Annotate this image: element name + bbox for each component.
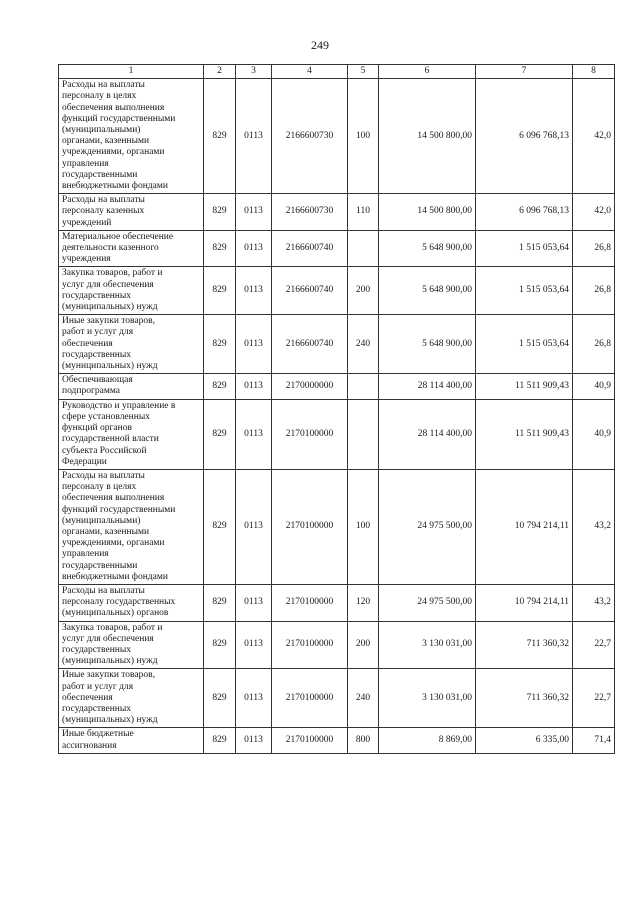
table-row bbox=[59, 669, 615, 728]
row-actual-amount: 11 511 909,43 bbox=[476, 374, 573, 399]
row-target-article: 2170000000 bbox=[272, 374, 348, 399]
col-header-4: 4 bbox=[272, 65, 348, 79]
table-row bbox=[59, 584, 615, 621]
row-name: Иные закупки товаров, работ и услуг для обеспечения государственных (муниципальных) нужд bbox=[59, 669, 204, 728]
row-execution-percent: 22,7 bbox=[573, 621, 615, 669]
row-name: Иные бюджетные ассигнования bbox=[59, 728, 204, 753]
row-execution-percent: 22,7 bbox=[573, 669, 615, 728]
table-row bbox=[59, 315, 615, 374]
row-actual-amount: 6 335,00 bbox=[476, 728, 573, 753]
row-name: Расходы на выплаты персоналу в целях обеспечения выполнения функций государственными (муниципальными) органами, казенными учреждениями, органами управления государственными внебюджетными фондами bbox=[59, 79, 204, 194]
row-target-article: 2170100000 bbox=[272, 584, 348, 621]
row-grbs-code: 829 bbox=[204, 230, 236, 267]
col-header-1: 1 bbox=[59, 65, 204, 79]
row-actual-amount: 1 515 053,64 bbox=[476, 230, 573, 267]
row-section-code: 0113 bbox=[236, 267, 272, 315]
row-name: Расходы на выплаты персоналу в целях обеспечения выполнения функций государственными (муниципальными) органами, казенными учреждениями, органами управления государственными внебюджетными фондами bbox=[59, 469, 204, 584]
row-section-code: 0113 bbox=[236, 669, 272, 728]
row-expense-type bbox=[348, 374, 379, 399]
row-target-article: 2170100000 bbox=[272, 669, 348, 728]
row-expense-type bbox=[348, 399, 379, 469]
row-planned-amount: 24 975 500,00 bbox=[379, 584, 476, 621]
row-name: Расходы на выплаты персоналу казенных учреждений bbox=[59, 194, 204, 231]
row-actual-amount: 11 511 909,43 bbox=[476, 399, 573, 469]
col-header-6: 6 bbox=[379, 65, 476, 79]
header-row bbox=[59, 65, 615, 79]
row-planned-amount: 5 648 900,00 bbox=[379, 267, 476, 315]
table-row bbox=[59, 374, 615, 399]
row-grbs-code: 829 bbox=[204, 728, 236, 753]
row-execution-percent: 26,8 bbox=[573, 315, 615, 374]
row-section-code: 0113 bbox=[236, 728, 272, 753]
row-planned-amount: 28 114 400,00 bbox=[379, 374, 476, 399]
row-name: Закупка товаров, работ и услуг для обеспечения государственных (муниципальных) нужд bbox=[59, 267, 204, 315]
row-expense-type: 240 bbox=[348, 315, 379, 374]
row-actual-amount: 1 515 053,64 bbox=[476, 267, 573, 315]
row-grbs-code: 829 bbox=[204, 469, 236, 584]
row-actual-amount: 10 794 214,11 bbox=[476, 469, 573, 584]
table-row bbox=[59, 469, 615, 584]
row-grbs-code: 829 bbox=[204, 267, 236, 315]
row-expense-type: 200 bbox=[348, 267, 379, 315]
row-expense-type: 100 bbox=[348, 79, 379, 194]
table-row bbox=[59, 399, 615, 469]
row-name: Обеспечивающая подпрограмма bbox=[59, 374, 204, 399]
row-target-article: 2170100000 bbox=[272, 399, 348, 469]
row-target-article: 2170100000 bbox=[272, 621, 348, 669]
row-actual-amount: 711 360,32 bbox=[476, 621, 573, 669]
row-section-code: 0113 bbox=[236, 230, 272, 267]
row-target-article: 2166600730 bbox=[272, 79, 348, 194]
row-target-article: 2170100000 bbox=[272, 469, 348, 584]
row-execution-percent: 40,9 bbox=[573, 374, 615, 399]
table-row bbox=[59, 230, 615, 267]
row-planned-amount: 3 130 031,00 bbox=[379, 669, 476, 728]
row-target-article: 2170100000 bbox=[272, 728, 348, 753]
row-expense-type: 110 bbox=[348, 194, 379, 231]
row-execution-percent: 71,4 bbox=[573, 728, 615, 753]
row-planned-amount: 28 114 400,00 bbox=[379, 399, 476, 469]
table-row bbox=[59, 194, 615, 231]
row-expense-type: 120 bbox=[348, 584, 379, 621]
row-actual-amount: 6 096 768,13 bbox=[476, 79, 573, 194]
row-grbs-code: 829 bbox=[204, 621, 236, 669]
row-section-code: 0113 bbox=[236, 469, 272, 584]
col-header-2: 2 bbox=[204, 65, 236, 79]
row-execution-percent: 26,8 bbox=[573, 230, 615, 267]
row-execution-percent: 26,8 bbox=[573, 267, 615, 315]
budget-table bbox=[58, 64, 615, 754]
col-header-8: 8 bbox=[573, 65, 615, 79]
col-header-3: 3 bbox=[236, 65, 272, 79]
row-planned-amount: 5 648 900,00 bbox=[379, 315, 476, 374]
row-actual-amount: 711 360,32 bbox=[476, 669, 573, 728]
row-section-code: 0113 bbox=[236, 584, 272, 621]
table-row bbox=[59, 79, 615, 194]
row-actual-amount: 1 515 053,64 bbox=[476, 315, 573, 374]
row-execution-percent: 42,0 bbox=[573, 194, 615, 231]
row-section-code: 0113 bbox=[236, 374, 272, 399]
table-row bbox=[59, 728, 615, 753]
table-row bbox=[59, 267, 615, 315]
row-section-code: 0113 bbox=[236, 399, 272, 469]
row-execution-percent: 40,9 bbox=[573, 399, 615, 469]
row-section-code: 0113 bbox=[236, 621, 272, 669]
row-execution-percent: 43,2 bbox=[573, 469, 615, 584]
row-name: Иные закупки товаров, работ и услуг для обеспечения государственных (муниципальных) нужд bbox=[59, 315, 204, 374]
row-expense-type: 100 bbox=[348, 469, 379, 584]
row-actual-amount: 6 096 768,13 bbox=[476, 194, 573, 231]
row-target-article: 2166600740 bbox=[272, 315, 348, 374]
row-grbs-code: 829 bbox=[204, 399, 236, 469]
row-planned-amount: 24 975 500,00 bbox=[379, 469, 476, 584]
row-grbs-code: 829 bbox=[204, 584, 236, 621]
row-planned-amount: 14 500 800,00 bbox=[379, 194, 476, 231]
row-expense-type bbox=[348, 230, 379, 267]
row-section-code: 0113 bbox=[236, 194, 272, 231]
col-header-7: 7 bbox=[476, 65, 573, 79]
row-grbs-code: 829 bbox=[204, 374, 236, 399]
row-execution-percent: 42,0 bbox=[573, 79, 615, 194]
row-expense-type: 200 bbox=[348, 621, 379, 669]
row-name: Руководство и управление в сфере установленных функций органов государственной власти субъекта Российской Федерации bbox=[59, 399, 204, 469]
table-row bbox=[59, 621, 615, 669]
row-planned-amount: 14 500 800,00 bbox=[379, 79, 476, 194]
row-expense-type: 240 bbox=[348, 669, 379, 728]
row-actual-amount: 10 794 214,11 bbox=[476, 584, 573, 621]
table-body bbox=[59, 79, 615, 754]
page-number: 249 bbox=[311, 38, 329, 52]
row-expense-type: 800 bbox=[348, 728, 379, 753]
row-planned-amount: 3 130 031,00 bbox=[379, 621, 476, 669]
row-grbs-code: 829 bbox=[204, 669, 236, 728]
row-name: Закупка товаров, работ и услуг для обеспечения государственных (муниципальных) нужд bbox=[59, 621, 204, 669]
row-grbs-code: 829 bbox=[204, 315, 236, 374]
col-header-5: 5 bbox=[348, 65, 379, 79]
row-planned-amount: 5 648 900,00 bbox=[379, 230, 476, 267]
row-grbs-code: 829 bbox=[204, 79, 236, 194]
row-grbs-code: 829 bbox=[204, 194, 236, 231]
row-planned-amount: 8 869,00 bbox=[379, 728, 476, 753]
row-target-article: 2166600740 bbox=[272, 267, 348, 315]
row-target-article: 2166600740 bbox=[272, 230, 348, 267]
row-section-code: 0113 bbox=[236, 315, 272, 374]
row-section-code: 0113 bbox=[236, 79, 272, 194]
row-execution-percent: 43,2 bbox=[573, 584, 615, 621]
row-target-article: 2166600730 bbox=[272, 194, 348, 231]
row-name: Материальное обеспечение деятельности казенного учреждения bbox=[59, 230, 204, 267]
row-name: Расходы на выплаты персоналу государственных (муниципальных) органов bbox=[59, 584, 204, 621]
